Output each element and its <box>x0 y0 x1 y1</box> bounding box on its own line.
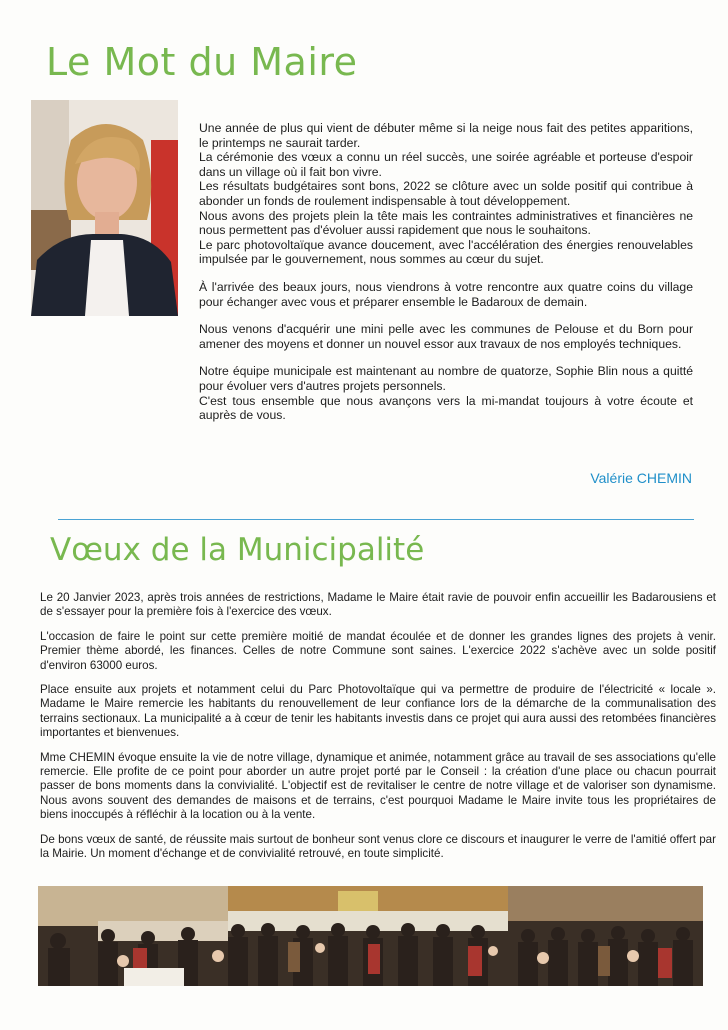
section-divider <box>58 519 694 520</box>
voeux-paragraph: De bons vœux de santé, de réussite mais surtout de bonheur sont venus clore ce discours et inaugurer le verre de l'amitié offert par la Mairie. Un moment d'échange et de convivialité retrouvé, en toute simplicité. <box>40 832 716 861</box>
voeux-paragraph: Mme CHEMIN évoque ensuite la vie de notre village, dynamique et animée, notamment grâce au travail de ses associations qu'elle remercie. Elle profite de ce point pour aborder un autre projet porté par le Conseil : la création d'une place ou chacun pourrait passer de bons moments dans la convivialité. L'objectif est de revitaliser le centre de notre village et de valoriser son dynamisme. Nous avons souvent des demandes de maisons et de terrains, c'est pourquoi Madame le Maire invite tous les propriétaires de biens inoccupés à réfléchir à la location ou à la vente. <box>40 750 716 822</box>
section-title: Vœux de la Municipalité <box>50 532 425 568</box>
mot-paragraph: À l'arrivée des beaux jours, nous viendrons à votre rencontre aux quatre coins du village pour échanger avec vous et préparer ensemble le Badaroux de demain. <box>199 279 693 309</box>
mot-paragraph: Une année de plus qui vient de débuter même si la neige nous fait des petites apparitions, le printemps ne saurait tarder. La cérémonie des vœux a connu un réel succès, une soirée agréable et porteuse d'espoir dans un village où il fait bon vivre. Les résultats budgétaires sont bons, 2022 se clôture avec un solde positif qui contribue à abonder un fonds de roulement indispensable à tout développement. Nous avons des projets plein la tête mais les contraintes administratives et financières ne nous permettent pas d'évoluer aussi rapidement que nous le souhaitons. Le parc photovoltaïque avance doucement, avec l'accélération des énergies renouvelables impulsée par le gouvernement, nous sommes au cœur du sujet. <box>199 121 693 267</box>
voeux-paragraph: Place ensuite aux projets et notamment celui du Parc Photovoltaïque qui va permettre de produire de l'électricité « locale ». Madame le Maire remercie les habitants du renouvellement de leur confiance lors de la démarche de la communalisation des terrains sectionaux. La municipalité a à cœur de tenir les habitants investis dans ce projet qui aura aussi des retombées financières importantes et bienvenues. <box>40 683 716 740</box>
mot-paragraph: Nous venons d'acquérir une mini pelle avec les communes de Pelouse et du Born pour amener des moyens et donner un nouvel essor aux travaux de nos employés techniques. <box>199 322 693 351</box>
page-title: Le Mot du Maire <box>46 40 358 84</box>
ceremony-photo-strip <box>38 886 703 986</box>
voeux-text <box>40 591 716 872</box>
mayor-portrait-photo <box>31 100 178 316</box>
mot-paragraph: Notre équipe municipale est maintenant au nombre de quatorze, Sophie Blin nous a quitté pour évoluer vers d'autres projets personnels. C'est tous ensemble que nous avançons vers la mi-mandat toujours à votre écoute et auprès de vous. <box>199 364 693 423</box>
signature: Valérie CHEMIN <box>590 470 692 486</box>
mot-du-maire-text <box>199 121 693 436</box>
voeux-paragraph: Le 20 Janvier 2023, après trois années de restrictions, Madame le Maire était ravie de pouvoir enfin accueillir les Badarousiens et de s'essayer pour la première fois à l'exercice des vœux. <box>40 591 716 619</box>
voeux-paragraph: L'occasion de faire le point sur cette première moitié de mandat écoulée et de donner les grandes lignes des projets à venir. Premier thème abordé, les finances. Celles de notre Commune sont saines. L'exercice 2022 s'achève avec un solde positif d'environ 63000 euros. <box>40 629 716 672</box>
